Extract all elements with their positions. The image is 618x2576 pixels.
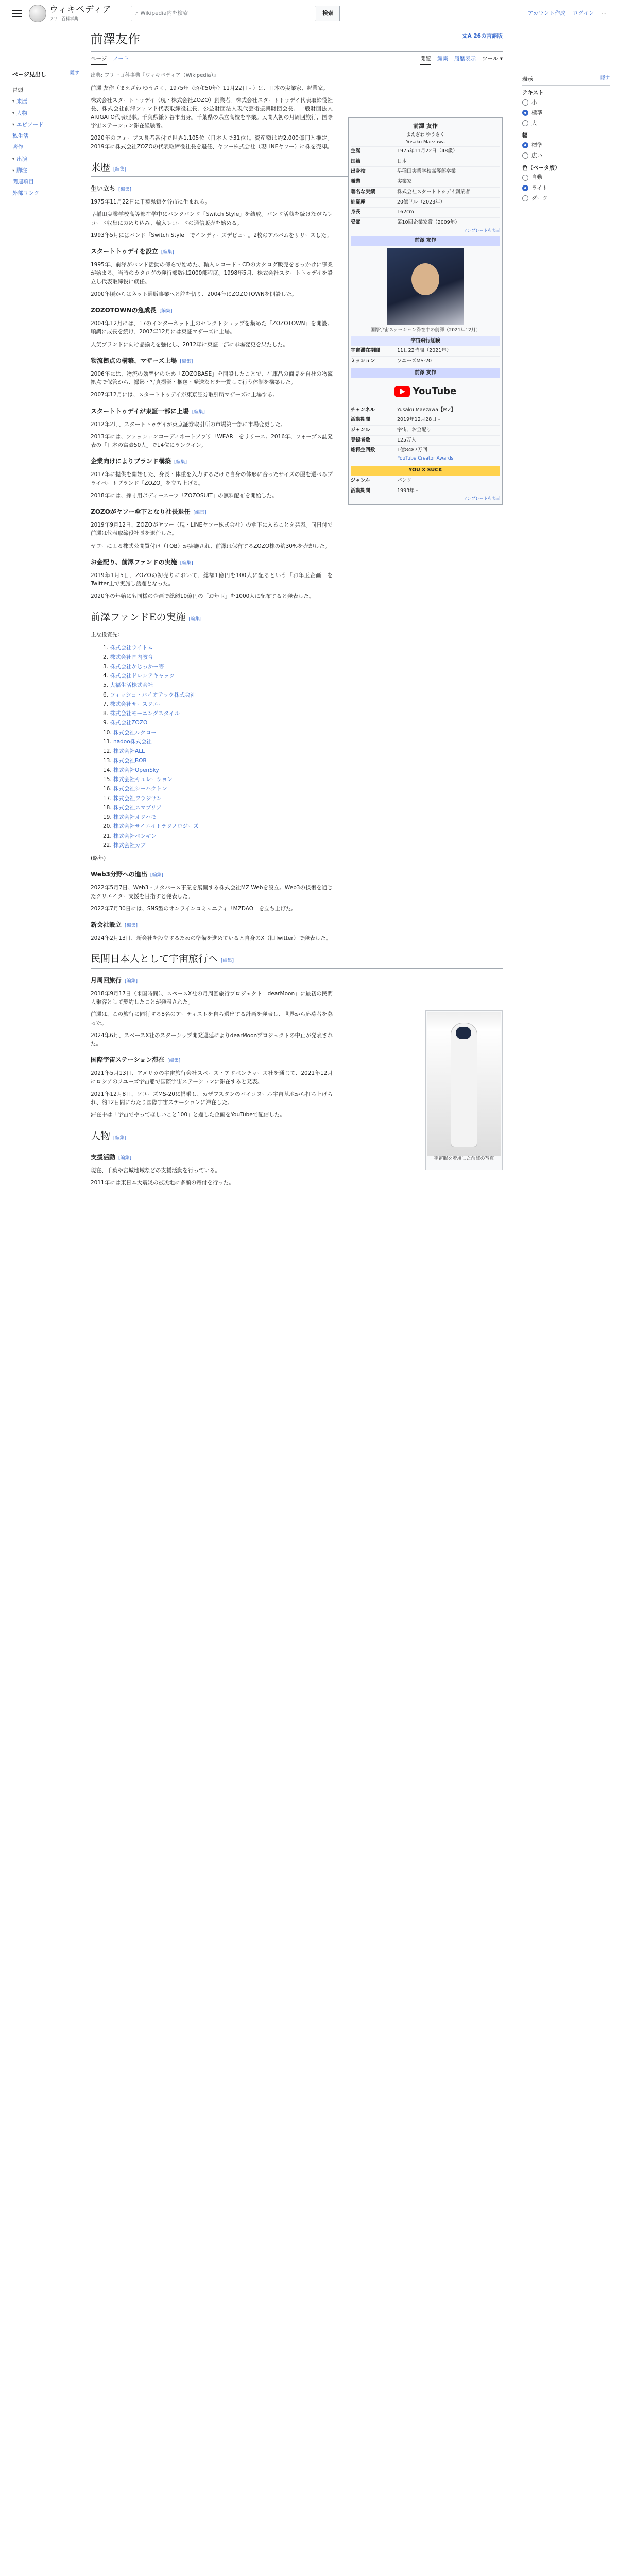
- paragraph: ヤフーによる株式公開買付け（TOB）が実施され、前澤は保有するZOZO株の約30%を売却した。: [91, 543, 330, 549]
- paragraph: 前澤は、この旅行に同行する8名のアーティストを自ら選出する計画を発表し、世界から応募者を募った。: [91, 1011, 333, 1026]
- edit-section-link[interactable]: [編集]: [167, 1058, 181, 1064]
- tab-tools[interactable]: ツール ▾: [482, 56, 503, 62]
- toc-item[interactable]: [12, 154, 79, 165]
- paragraph: 人気ブランドに向け品揃えを強化し、2012年に東証一部に市場変更を果たした。: [91, 341, 288, 348]
- toc-item-label: 人物: [16, 110, 28, 116]
- infobox-value: 2019年12月28日 -: [397, 417, 440, 423]
- band-section-header: YOU X SUCK: [351, 466, 500, 476]
- appearance-panel: [522, 70, 610, 204]
- chevron-down-icon[interactable]: ▾: [12, 99, 15, 104]
- list-item: 19. 株式会社オクハモ: [103, 814, 157, 821]
- radio-option[interactable]: 大: [522, 118, 610, 128]
- edit-section-link[interactable]: [編集]: [113, 1135, 127, 1141]
- infobox-row: [351, 187, 500, 197]
- infobox-key: 出身校: [351, 168, 366, 175]
- main-content: [91, 30, 503, 1192]
- infobox-value: 早稲田実業学校高等部卒業: [397, 168, 456, 175]
- list-item: 12. 株式会社ALL: [103, 748, 145, 755]
- template-link-2[interactable]: テンプレートを表示: [463, 496, 500, 501]
- infobox-key: ジャンル: [351, 477, 370, 483]
- width-label: 幅: [522, 132, 528, 139]
- paragraph: 滞在中は「宇宙でやってほしいこと100」と題した企画をYouTubeで配信した。: [91, 1112, 285, 1118]
- list-item: 5. 大福生活株式会社: [103, 682, 153, 689]
- infobox-value: 株式会社スタートトゥデイ創業者: [397, 189, 470, 195]
- spacesuit-figure: [425, 1010, 503, 1170]
- subsection-heading: 物流拠点の構築、マザーズ上場 [編集]: [91, 357, 193, 364]
- site-logo[interactable]: [29, 5, 111, 22]
- search-button[interactable]: 検索: [316, 6, 340, 21]
- list-item: 22. 株式会社カブ: [103, 842, 146, 849]
- language-button[interactable]: 文A 26の言語版: [462, 33, 503, 39]
- paragraph: 1993年5月にはバンド「Switch Style」でインディーズデビュー。2枚のアルバムをリリースした。: [91, 232, 332, 239]
- toc-item[interactable]: [12, 176, 79, 188]
- toc-item[interactable]: [12, 119, 79, 130]
- section-note: (略年): [91, 855, 106, 862]
- toc-item[interactable]: [12, 130, 79, 142]
- tab-page[interactable]: ページ: [91, 55, 107, 65]
- lead-paragraph: 前澤 友作（まえざわ ゆうさく、1975年〈昭和50年〉11月22日 - ）は、日本の実業家、起業家。: [91, 84, 329, 91]
- list-item: 1. 株式会社ライトム: [103, 645, 153, 651]
- spacesuit-caption: 宇宙服を着用した前澤の写真: [434, 1156, 494, 1162]
- appearance-hide-button[interactable]: 隠す: [600, 76, 610, 81]
- infobox-name-en: Yusaku Maezawa: [406, 139, 445, 145]
- text-size-label: テキスト: [522, 90, 544, 96]
- chevron-down-icon[interactable]: ▾: [12, 110, 15, 115]
- infobox-row: [351, 157, 500, 167]
- infobox-row: [351, 476, 500, 486]
- list-item: 20. 株式会社サイエイトテクノロジーズ: [103, 823, 199, 830]
- toc-item[interactable]: [12, 108, 79, 119]
- tab-talk[interactable]: ノート: [113, 56, 129, 62]
- subsection-heading: スタートトゥデイを設立 [編集]: [91, 248, 174, 256]
- list-item: 3. 株式会社かじっかー等: [103, 663, 164, 670]
- tab-history[interactable]: 履歴表示: [454, 56, 476, 62]
- infobox-row: [351, 177, 500, 187]
- appearance-title: 表示: [522, 76, 533, 82]
- toc-item[interactable]: [12, 188, 79, 199]
- list-item: 8. 株式会社モーニングスタイル: [103, 710, 180, 717]
- infobox-row: [351, 445, 500, 455]
- infobox-key: チャンネル: [351, 406, 375, 413]
- section-heading: 民間日本人として宇宙旅行へ [編集]: [91, 952, 503, 968]
- infobox-row: [351, 425, 500, 435]
- toc-item-label: 外部リンク: [12, 190, 40, 197]
- infobox-key: ジャンル: [351, 427, 370, 433]
- radio-icon[interactable]: [522, 185, 528, 191]
- search-form: [131, 6, 340, 21]
- radio-icon[interactable]: [522, 110, 528, 116]
- radio-option[interactable]: 標準: [522, 140, 610, 150]
- lead-paragraph: 株式会社スタートトゥデイ（現・株式会社ZOZO）創業者。株式会社スタートトゥデイ代表取締役社長、株式会社前澤ファンド代表取締役社長、公益財団法人現代芸術振興財団会長、一般財団法人ARIGATO代表理事。千葉県鎌ケ谷市出身。千葉県の県立高校を卒業。民間人初の月周回旅行、国際宇宙ステーション滞在経験者。: [91, 97, 333, 129]
- search-input[interactable]: ⌕ Wikipedia内を検索: [131, 6, 316, 21]
- infobox-row: [351, 486, 500, 496]
- toc-item-label: エピソード: [16, 121, 44, 128]
- subsection-heading: 月周回旅行 [編集]: [91, 976, 138, 984]
- chevron-down-icon[interactable]: ▾: [12, 167, 15, 173]
- radio-icon[interactable]: [522, 195, 528, 201]
- paragraph: 2018年には、採寸用ボディースーツ「ZOZOSUIT」の無料配布を開始した。: [91, 492, 278, 499]
- subsection-heading: Web3分野への進出 [編集]: [91, 871, 163, 878]
- edit-section-link[interactable]: [編集]: [125, 978, 138, 984]
- edit-section-link[interactable]: [編集]: [193, 510, 207, 516]
- article-lead: [91, 84, 333, 151]
- infobox-key: 職業: [351, 179, 361, 185]
- section-heading: 前澤ファンドEの実施 [編集]: [91, 610, 503, 626]
- subsection-heading: 国際宇宙ステーション滞在 [編集]: [91, 1056, 181, 1064]
- toc-item-label: 来歴: [16, 98, 28, 105]
- page-title: 前澤友作: [91, 30, 503, 52]
- infobox-key: 純資産: [351, 199, 366, 205]
- infobox-row: [351, 146, 500, 157]
- list-item: 7. 株式会社サースクエー: [103, 701, 164, 707]
- infobox-key: 活動期間: [351, 417, 371, 423]
- list-item: 13. 株式会社BOB: [103, 757, 147, 764]
- infobox-key: 身長: [351, 209, 361, 215]
- list-item: 11. nadoo株式会社: [103, 739, 152, 745]
- paragraph: 現在、千葉や宮城地域などの支援活動を行っている。: [91, 1167, 220, 1174]
- radio-option[interactable]: 広い: [522, 150, 610, 161]
- paragraph: 1975年11月22日に千葉県鎌ケ谷市に生まれる。: [91, 199, 210, 206]
- list-item: 21. 株式会社ペンギン: [103, 833, 157, 839]
- login-link[interactable]: ログイン: [573, 10, 594, 16]
- paragraph: 2007年12月には、スタートトゥデイが東京証券取引所マザーズに上場する。: [91, 392, 279, 398]
- subsection-heading: 企業向けによりブランド構築 [編集]: [91, 457, 187, 465]
- paragraph: 2017年に提供を開始した、身長・体重を入力するだけで自身の体形に合ったサイズの服を選べるプライベートブランド「ZOZO」を立ち上げる。: [91, 471, 333, 486]
- radio-icon[interactable]: [522, 142, 528, 148]
- edit-section-link[interactable]: [編集]: [174, 460, 187, 465]
- subsection-heading: ZOZOTOWNの急成長 [編集]: [91, 307, 173, 314]
- search-icon: ⌕: [135, 10, 141, 16]
- section-heading: 来歴 [編集]: [91, 160, 503, 177]
- list-item: 15. 株式会社キュレーション: [103, 776, 173, 783]
- list-item: 9. 株式会社ZOZO: [103, 720, 148, 726]
- paragraph: 2024年2月13日、新会社を設立するための準備を進めていると自身のX（旧Twitter）で発表した。: [91, 935, 332, 942]
- radio-option[interactable]: 小: [522, 97, 610, 108]
- chevron-down-icon[interactable]: ▾: [12, 156, 15, 161]
- infobox-row: [351, 197, 500, 208]
- paragraph: 2024年6月、スペースX社のスターシップ開発遅延によりdearMoonプロジェクトの中止が発表された。: [91, 1032, 333, 1047]
- subsection-heading: 支援活動 [編集]: [91, 1154, 132, 1161]
- paragraph: 2020年の年始にも同様の企画で総額10億円の「お年玉」を1000人に配布すると発表した。: [91, 593, 315, 600]
- edit-section-link[interactable]: [編集]: [180, 560, 193, 566]
- subsection-heading: お金配り、前澤ファンドの実施 [編集]: [91, 558, 193, 566]
- infobox-key: 生誕: [351, 148, 361, 154]
- main-menu-icon[interactable]: [12, 10, 22, 17]
- list-item: 16. 株式会社シーハクトン: [103, 786, 167, 792]
- astronaut-photo[interactable]: [387, 248, 464, 325]
- toc-item-label: 私生活: [12, 133, 29, 140]
- radio-icon[interactable]: [522, 152, 528, 159]
- paragraph: 主な投資先:: [91, 632, 120, 638]
- site-header: [0, 0, 618, 27]
- infobox-row: [351, 356, 500, 366]
- youtube-logo: YouTube: [379, 381, 472, 402]
- color-label: 色（ベータ版）: [522, 165, 560, 172]
- subsection-heading: 生い立ち [編集]: [91, 185, 132, 193]
- article-source: 出典: フリー百科事典『ウィキペディア（Wikipedia）』: [91, 73, 219, 79]
- paragraph: 2021年12月8日、ソユーズMS-20に搭乗し、カザフスタンのバイコヌール宇宙基地から打ち上げられ、約12日間にわたり国際宇宙ステーションに滞在した。: [91, 1091, 333, 1106]
- infobox-row: [351, 435, 500, 446]
- list-item: 17. 株式会社フラジサン: [103, 795, 162, 802]
- subsection-heading: スタートトゥデイが東証一部に上場 [編集]: [91, 407, 205, 415]
- paragraph: 2004年12月には、17のインターネット上のセレクトショップを集めた「ZOZOTOWN」を開設。順調に成長を続け、2007年12月には東証マザーズに上場。: [91, 320, 333, 335]
- wikipedia-globe-icon: [29, 5, 46, 22]
- infobox-value: Yusaku Maezawa【MZ】: [397, 406, 456, 413]
- create-account-link[interactable]: アカウント作成: [527, 10, 566, 16]
- edit-section-link[interactable]: [編集]: [180, 359, 193, 364]
- infobox-value: パンク: [397, 477, 412, 483]
- edit-section-link[interactable]: [編集]: [150, 873, 163, 878]
- infobox-value: ソユーズMS-20: [397, 358, 432, 364]
- tab-read[interactable]: 閲覧: [420, 55, 431, 65]
- list-item: 18. 株式会社スマブリア: [103, 804, 162, 811]
- infobox-value: 1975年11月22日（48歳）: [397, 148, 458, 154]
- infobox-key: 国籍: [351, 158, 361, 164]
- subsection-heading: 新会社設立 [編集]: [91, 921, 138, 929]
- paragraph: 2022年7月30日には、SNS型のオンラインコミュニティ「MZDAO」を立ち上げた。: [91, 905, 297, 912]
- paragraph: 2012年2月、スタートトゥデイが東京証券取引所の市場第一部に市場変更した。: [91, 421, 286, 428]
- infobox-name: 前澤 友作: [413, 123, 438, 129]
- infobox-value: 日本: [397, 158, 407, 164]
- infobox-key: 活動期間: [351, 487, 371, 494]
- paragraph: 2018年9月17日（米国時間）、スペースX社の月周回旅行プロジェクト「dearMoon」に最初の民間人乗客として契約したことが発表された。: [91, 990, 333, 1006]
- radio-option[interactable]: ダーク: [522, 193, 610, 204]
- toc-hide-button[interactable]: 隠す: [70, 71, 79, 76]
- toc-item-label: 著作: [12, 144, 23, 151]
- radio-option[interactable]: ライト: [522, 183, 610, 193]
- paragraph: 1995年、前澤がバンド活動の傍らで始めた、輸入レコード・CDのカタログ販売をきっかけに事業が始まる。当時のカタログの発行部数は2000部程度。1998年5月、株式会社スタートトゥデイを設立し代表取締役に就任。: [91, 262, 333, 285]
- site-name: ウィキペディア: [49, 5, 112, 15]
- youtube-play-icon: [394, 386, 410, 397]
- edit-section-link[interactable]: [編集]: [118, 1156, 132, 1161]
- toc-item[interactable]: [12, 165, 79, 176]
- infobox-value: 125万人: [397, 437, 417, 443]
- radio-icon[interactable]: [522, 99, 528, 106]
- youtube-section-header: 前澤 友作: [351, 368, 500, 378]
- chevron-down-icon[interactable]: ▾: [12, 122, 15, 127]
- infobox-value: 1億8487万回: [397, 447, 427, 453]
- toc-item-label: 脚注: [16, 167, 28, 174]
- edit-section-link[interactable]: [編集]: [161, 250, 174, 256]
- radio-icon[interactable]: [522, 120, 528, 126]
- template-link[interactable]: テンプレートを表示: [463, 228, 500, 233]
- lead-paragraph: 2020年のフォーブス長者番付で世界1,105位（日本人で31位）。資産額は約2,000億円と推定。2019年に株式会社ZOZOの代表取締役社長を退任、ヤフー株式会社（現LINEヤフー）に株を売却。: [91, 135, 333, 150]
- astronaut-section-header: 前澤 友作: [351, 236, 500, 246]
- list-item: 6. フィッシュ・バイオテック株式会社: [103, 691, 196, 698]
- infobox-row: [351, 346, 500, 356]
- edit-section-link[interactable]: [編集]: [118, 187, 132, 193]
- toc-item-label: 出演: [16, 156, 28, 162]
- edit-section-link[interactable]: [編集]: [188, 616, 202, 622]
- toc-item[interactable]: [12, 96, 79, 107]
- infobox-key: 総再生回数: [351, 447, 375, 453]
- infobox-value: 162cm: [397, 209, 414, 215]
- paragraph: 2021年5月13日、アメリカの宇宙旅行会社スペース・アドベンチャーズ社を通じて、2021年12月にロシアのソユーズ宇宙船で国際宇宙ステーションに滞在すると発表。: [91, 1070, 333, 1085]
- list-item: 4. 株式会社ドレシテキャッツ: [103, 673, 175, 680]
- astronaut-photo-caption: 国際宇宙ステーション滞在中の前澤（2021年12月）: [370, 327, 480, 333]
- infobox-key: 宇宙滞在期間: [351, 348, 381, 354]
- edit-section-link[interactable]: [編集]: [113, 166, 127, 172]
- youtube-awards-link[interactable]: YouTube Creator Awards: [397, 456, 454, 462]
- edit-section-link[interactable]: [編集]: [192, 409, 205, 415]
- paragraph: 2019年9月12日、ZOZOがヤフー（現・LINEヤフー株式会社）の傘下に入ることを発表。同日付で前澤は代表取締役社長を退任した。: [91, 522, 333, 537]
- toc-item[interactable]: [12, 142, 79, 153]
- infobox-value: 11日22時間（2021年）: [397, 348, 452, 354]
- infobox-key: 受賞: [351, 219, 361, 225]
- toc-item-label: 関連項目: [12, 179, 34, 185]
- edit-section-link[interactable]: [編集]: [159, 309, 173, 314]
- radio-option[interactable]: 自動: [522, 172, 610, 182]
- list-item: 10. 株式会社ルクロー: [103, 729, 157, 736]
- infobox-key: 著名な実績: [351, 189, 375, 195]
- site-tagline: フリー百科事典: [49, 16, 78, 21]
- infobox-row: [351, 207, 500, 217]
- section-heading: 人物 [編集]: [91, 1129, 503, 1145]
- paragraph: 2019年1月5日、ZOZOの初売りにおいて、総額1億円を100人に配るという「お年玉企画」をTwitter上で実施し話題となった。: [91, 572, 333, 587]
- radio-icon[interactable]: [522, 175, 528, 181]
- infobox-value: 第10回企業家賞（2009年）: [397, 219, 460, 225]
- tab-edit[interactable]: 編集: [437, 56, 449, 62]
- infobox-row: [351, 217, 500, 228]
- toc-item-label: 冒頭: [12, 87, 23, 94]
- infobox-row: [351, 405, 500, 415]
- edit-section-link[interactable]: [編集]: [125, 923, 138, 929]
- infobox-value: 実業家: [397, 179, 412, 185]
- infobox-value: 宇宙、お金配り: [397, 427, 432, 433]
- infobox: [348, 117, 503, 505]
- investment-list: [103, 643, 503, 850]
- radio-option[interactable]: 標準: [522, 108, 610, 118]
- toc-title: ページ見出し: [12, 71, 46, 78]
- toc-item[interactable]: [12, 84, 79, 96]
- spacesuit-photo[interactable]: [427, 1012, 501, 1156]
- page-tabs: [91, 55, 503, 67]
- infobox-row: [351, 415, 500, 425]
- paragraph: 2006年には、物流の効率化のため「ZOZOBASE」を開設したことで、在庫品の商品を自社の物流拠点で保管から、撮影・写真撮影・梱包・発送などを一貫して行う体制を構築した。: [91, 370, 333, 386]
- infobox-value: 1993年 -: [397, 487, 418, 494]
- sidebar-toc: [12, 70, 79, 199]
- edit-section-link[interactable]: [編集]: [221, 958, 234, 964]
- paragraph: 2013年には、ファッションコーディネートアプリ「WEAR」をリリース。2016年、フォーブス誌発表の「日本の富豪50人」で14位にランクイン。: [91, 433, 333, 449]
- infobox-row: [351, 166, 500, 177]
- infobox-value: 20億ドル（2023年）: [397, 199, 445, 205]
- more-icon[interactable]: ⋯: [601, 10, 607, 16]
- infobox-ruby: まえざわ ゆうさく: [406, 132, 445, 138]
- paragraph: 2011年には東日本大震災の被災地に多額の寄付を行った。: [91, 1180, 234, 1187]
- paragraph: 2022年5月7日、Web3・メタバース事業を展開する株式会社MZ Webを設立。Web3の技術を通じたクリエイター支援を目指すと発表した。: [91, 885, 333, 900]
- paragraph: 早稲田実業学校高等部在学中にパンクバンド「Switch Style」を結成。バンド活動を続けながらレコード収集にのめり込み、輸入レコードの通信販売を始める。: [91, 211, 333, 226]
- paragraph: 2000年頃からはネット通販事業へと舵を切り、2004年にZOZOTOWNを開設した。: [91, 291, 297, 297]
- list-item: 14. 株式会社OpenSky: [103, 767, 159, 773]
- list-item: 2. 株式会社国内教育: [103, 654, 153, 660]
- astronaut-subheader: 宇宙飛行経験: [351, 336, 500, 346]
- subsection-heading: ZOZOがヤフー傘下となり社長退任 [編集]: [91, 508, 207, 516]
- infobox-key: 登録者数: [351, 437, 371, 443]
- infobox-key: ミッション: [351, 358, 375, 364]
